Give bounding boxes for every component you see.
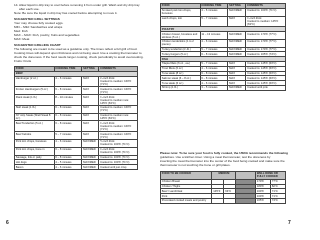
cooking-time-cell: 4 – 6 minutes (200, 81, 228, 86)
cooking-time-cell: 6 – 8 minutes (200, 71, 228, 76)
comments-cell: ¾-inch thick Cooked to medium: 160ºF (71ºC) (99, 121, 138, 132)
comments-cell: Cooked to: 145ºF (63ºC) (246, 71, 286, 76)
comments-cell: Cooked until pink (246, 85, 286, 90)
setting-cell: MAX (228, 16, 246, 27)
header-cooking-time: COOKING TIME (200, 4, 228, 9)
table-row (15, 165, 138, 170)
comments-cell: Cooked to: 165ºF (74ºC) (246, 52, 286, 57)
comments-cell: ¾-inch thick Cooked to medium rare: 145ºF (63ºC) (99, 95, 138, 106)
header-food-to-be-cooked: FOOD TO BE COOKED (161, 172, 212, 180)
cooking-time-cell: 6 – 8 minutes (54, 87, 82, 95)
table-row (15, 147, 138, 155)
food-cell: Frozen Hamburgers (5 oz.) (15, 87, 55, 95)
comments-cell: Cooked to medium: 160ºF (71ºC) (99, 105, 138, 113)
comments-cell: Cooked to: 160ºF (71ºC) (246, 8, 286, 16)
usda-note: inserting the meat thermometer into the center of the food being cooked and make sure the (160, 159, 285, 163)
table-row (161, 32, 286, 40)
comments-cell: Cooked to: 145ºF (63ºC) (246, 76, 286, 81)
cooking-time-cell: 4 – 6 minutes (54, 165, 82, 170)
cooking-time-cell: 4 – 5 minutes (54, 160, 82, 165)
table-row (15, 140, 138, 148)
well-done-f-cell: 180ºF (256, 184, 271, 189)
comments-cell: Cooked to: 160ºF (71ºC) (99, 160, 138, 165)
food-cell: Precooked cooked meats and poultry (161, 198, 212, 203)
setting-cell: MAX/MED (82, 147, 99, 155)
table-row (15, 132, 138, 140)
food-cell: Lamb chops, loin (161, 16, 201, 27)
setting-cell: MAX (228, 62, 246, 67)
table-header-row (161, 172, 286, 180)
cooking-time-cell: 4 – 6 minutes (200, 39, 228, 47)
category-label: BEEF (15, 71, 138, 76)
category-label: FISH (161, 57, 286, 62)
cooking-time-cell: 6 – 8 minutes (54, 113, 82, 121)
cooking-time-cell: 4 – 6 minutes (200, 8, 228, 16)
well-done-f-cell: 160ºF (256, 194, 271, 199)
table-row (161, 16, 286, 27)
comments-cell: Cooked to: 145ºF (63ºC) (246, 66, 286, 71)
well-done-c-cell: 82ºC (271, 184, 286, 189)
header-setting: SETTING (228, 4, 246, 9)
comments-cell: ¼-inch thick Cooked to medium: 160ºF (71ºC) (99, 76, 138, 87)
setting-cell: MAX (82, 105, 99, 113)
comments-cell: Cooked to: 160ºF (71ºC) (99, 155, 138, 160)
setting-cell: MAX/MED (228, 8, 246, 16)
setting-item: Med: Fish (14, 29, 28, 33)
comments-cell: ¾-inch thick Cooked to: 160ºF (71ºC) (99, 147, 138, 155)
cooking-time-cell: 5 – 7 minutes (200, 62, 228, 67)
spacer-cell (236, 198, 256, 203)
food-cell: Tilapia fillets (6 oz., ea.) (161, 62, 201, 67)
food-cell: Salmon steak (6 – 8 oz.) (161, 76, 201, 81)
food-cell: Beef Tenderloin (5 oz.) (15, 121, 55, 132)
left-page (0, 0, 150, 232)
cooking-time-cell: 4 – 6 minutes (54, 76, 82, 87)
table-row (161, 85, 286, 90)
setting-cell: MAX/MED (228, 39, 246, 47)
cooking-time-cell: 4 – 6 minutes (200, 66, 228, 71)
page-number: 6 (6, 220, 9, 226)
header-food: FOOD (15, 67, 55, 72)
table-row (15, 95, 138, 106)
cooking-time-cell: 6 – 8 minutes (54, 121, 82, 132)
setting-cell: MAX/MED (228, 32, 246, 40)
cooking-time-cell: 3 – 5 minutes (200, 85, 228, 90)
chart-heading: SUGGESTED GRILLING CHART (14, 43, 61, 47)
medium-f-cell: 145ºF (212, 189, 224, 194)
food-cell: Chicken Thighs (161, 184, 212, 189)
food-cell: Shrimp (1 lb.) (161, 85, 201, 90)
cooking-time-cell: 6 – 8 minutes (54, 155, 82, 160)
setting-cell: MAX (82, 76, 99, 87)
setting-item: MAX – MAX: Fish, poultry, fruits and vegetables (14, 33, 80, 37)
table-row (15, 87, 138, 95)
food-cell: Smoked pork loin chops, boneless (161, 8, 201, 16)
header-spacer (236, 172, 256, 180)
table-row (15, 113, 138, 121)
food-cell: Beef Kebobs (15, 132, 55, 140)
food-cell: Bacon (15, 165, 55, 170)
food-cell: Pork loin chops, boneless (15, 140, 55, 148)
cooking-time-cell: 8 – 10 minutes (54, 95, 82, 106)
category-label: POULTRY (161, 27, 286, 32)
setting-cell: MAX/MED (82, 160, 99, 165)
chart-text: Fruits: Fruits (14, 59, 32, 63)
setting-cell: MAX/MED (228, 85, 246, 90)
setting-cell: MAX/MED (82, 140, 99, 148)
food-cell: Chicken breast, boneless and skinless (5 oz.) (161, 32, 201, 40)
usda-note: guidelines. Use a kitchen timer. Using a meat thermometer, test the doneness by (160, 155, 271, 159)
setting-cell: MAX (82, 132, 99, 140)
table-row (15, 121, 138, 132)
well-done-c-cell: 71ºC (271, 189, 286, 194)
cooking-time-cell: 5 – 7 minutes (200, 47, 228, 52)
well-done-f-cell: 165ºF (256, 198, 271, 203)
table-row (161, 39, 286, 47)
food-cell: NY strip Steak (Shell Steak 8 oz.) (15, 113, 55, 121)
well-done-f-cell: 170ºF (256, 179, 271, 184)
cooking-time-cell: 6 – 8 minutes (200, 76, 228, 81)
header-food: FOOD (161, 4, 201, 9)
header-comments: COMMENTS (99, 67, 138, 72)
chart-text: check the doneness. If the food needs longer cooking, check periodically to avoid overcooking. (14, 55, 144, 59)
comments-cell: Cooked to medium: 160ºF (71ºC) (99, 132, 138, 140)
header-cooking-time: COOKING TIME (54, 67, 82, 72)
grilling-chart-table (14, 66, 138, 170)
setting-cell: MAX (228, 66, 246, 71)
cooking-time-cell: 5 – 7 minutes (54, 132, 82, 140)
comments-cell: Cooked to medium rare: 145ºF (63ºC) (99, 113, 138, 121)
comments-cell: Cooked to: 170ºF (77ºC) (246, 39, 286, 47)
medium-f-cell (212, 198, 224, 203)
setting-cell: MAX/MED (228, 47, 246, 52)
header-medium: MEDIUM (212, 172, 236, 180)
cooking-time-cell: 4 – 6 minutes (54, 140, 82, 148)
usda-note: thermometer is not touching the bone or grill plates. (160, 163, 231, 167)
food-cell: Beef / Lamb/Veal (161, 189, 212, 194)
setting-cell: MAX/MED (82, 155, 99, 160)
setting-cell: MAX (228, 71, 246, 76)
chart-text: Cooking times will depend upon thickness and cut being used. Use a cooking thermometer to (14, 51, 142, 55)
cooking-time-cell: 6 – 8 minutes (54, 105, 82, 113)
comments-cell: Cooked to: 170ºF (77ºC) (246, 32, 286, 40)
well-done-c-cell: 71ºC (271, 194, 286, 199)
cooking-time-cell: 6 – 8 minutes (54, 147, 82, 155)
comments-cell: ½-inch thick Cooked to: 160ºF (71ºC) (99, 140, 138, 148)
cooking-time-cell: 6 – 8 minutes (200, 52, 228, 57)
header-well-done: WELL DONE OR FULLY COOKED (256, 172, 286, 180)
food-cell: Sausage, link or patty (15, 155, 55, 160)
food-cell: Chicken tenderloins (1 to 2 pieces) (161, 39, 201, 47)
right-page (150, 0, 300, 232)
food-cell: Pork (161, 194, 212, 199)
note-line: 14. Allow liquid in drip tray to cool before removing it from under grill. Wash and dry drip tray (14, 3, 140, 7)
header-comments: COMMENTS (246, 4, 286, 9)
page-number: 7 (288, 220, 291, 226)
doneness-temperature-table (160, 171, 286, 204)
food-cell: Trout fillets (6 oz.) (161, 66, 201, 71)
grilling-chart-table-continued (160, 3, 286, 91)
setting-cell: MAX (82, 95, 99, 106)
comments-cell: Cooked to: 145ºF (63ºC) (246, 81, 286, 86)
table-row (15, 105, 138, 113)
usda-note: Please note: To be sure your food is fully cooked, the USDA recommends the following (160, 151, 288, 155)
cooking-time-cell: 11 – 13 minutes (200, 32, 228, 40)
setting-item: MIN – Mild: Sandwiches and wraps (14, 25, 63, 29)
chart-text: The following are meant to be used as a guideline only. The times reflect a full grill of food. (14, 47, 138, 51)
cooking-time-cell: 5 – 7 minutes (200, 16, 228, 27)
settings-heading: SUGGESTED GRILL SETTINGS (14, 17, 60, 21)
setting-cell: MAX (82, 113, 99, 121)
setting-cell: MAX (228, 76, 246, 81)
setting-cell: MAX (82, 121, 99, 132)
setting-cell: MAX/MED (228, 52, 246, 57)
food-cell: Pork loin chops, bone in (15, 147, 55, 155)
setting-item: MAX: Meat (14, 37, 30, 41)
setting-cell: MAX/MED (82, 165, 99, 170)
settings-intro: Your may choose fully cooked eggs. (14, 21, 64, 25)
food-cell: Turkey tenderloin (¼ lb.) (161, 47, 201, 52)
table-row (15, 76, 138, 87)
food-cell: Flank steak (1 lb.) (15, 95, 55, 106)
setting-cell: MAX (228, 81, 246, 86)
table-row (161, 8, 286, 16)
setting-cell: MAX (82, 87, 99, 95)
header-setting: SETTING (82, 67, 99, 72)
medium-c-cell: 63ºC (224, 189, 236, 194)
well-done-f-cell: 160ºF (256, 189, 271, 194)
comments-cell: Cooked until just crisp (99, 165, 138, 170)
comments-cell: Cooked to medium: 160ºF (71ºC) (99, 87, 138, 95)
food-cell: Turkey burgers (5 oz.) (161, 52, 201, 57)
medium-c-cell (224, 198, 236, 203)
well-done-c-cell: 74ºC (271, 198, 286, 203)
food-cell: Chicken Breast (161, 179, 212, 184)
comments-cell: Cooked to: 145ºF (63ºC) (246, 62, 286, 67)
food-cell: Hot dogs (15, 160, 55, 165)
note-line: Note: Be sure the liquid in drip tray has cooled before attempting to move it. (14, 11, 118, 15)
food-cell: Hamburger (2 oz.) (15, 76, 55, 87)
food-cell: Skirt steak (1 lb.) (15, 105, 55, 113)
note-line: after each use. (19, 7, 40, 11)
well-done-c-cell: 77ºC (271, 179, 286, 184)
table-row (161, 198, 286, 203)
food-cell: Tuna steak (8 oz.) (161, 71, 201, 76)
comments-cell: ¾-inch thick Cooked to medium: 145ºF (63ºC) (246, 16, 286, 27)
food-cell: Tuna steak (6 oz.) (161, 81, 201, 86)
comments-cell: Cooked to: 170ºF (77ºC) (246, 47, 286, 52)
